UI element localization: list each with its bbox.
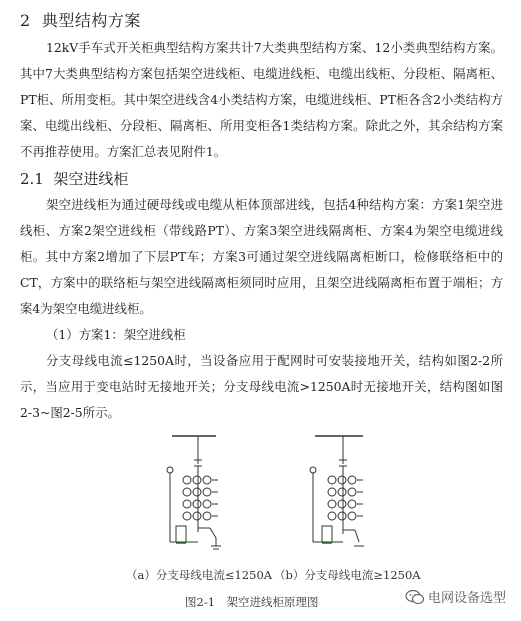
scheme1-title: （1）方案1：架空进线柜 xyxy=(46,327,186,342)
subsection-heading xyxy=(20,168,128,189)
caption-b: （b）分支母线电流≥1250A xyxy=(274,568,421,582)
watermark-text: 电网设备选型 xyxy=(428,591,507,606)
earth-switch xyxy=(210,528,216,538)
overhead-paragraph: 架空进线柜为通过硬母线或电缆从柜体顶部进线，包括4种结构方案：方案1架空进线柜、方案2架空进线柜（带线路PT）、方案3架空进线隔离柜、方案4为架空电缆进线柜。其中方案2增加了下层PT车；方案3可通过架空进线隔离柜断口，检修联络柜中的CT，方案中的联络柜与架空进线隔离柜须同时应用，且架空进线隔离柜布置于端柜；方案4为架空电缆进线柜。 xyxy=(20,197,503,316)
section-title: 典型结构方案 xyxy=(41,11,141,30)
surge-arrester xyxy=(176,526,186,542)
section-number: 2 xyxy=(20,11,31,30)
intro-paragraph: 12kV手车式开关柜典型结构方案共计7大类典型结构方案、12小类典型结构方案。其中7大类典型结构方案包括架空进线柜、电缆进线柜、电缆出线柜、分段柜、隔离柜、PT柜、所用变柜。其中架空进线含4小类结构方案，电缆进线柜、PT柜各含2小类结构方案、电缆出线柜、分段柜、隔离柜、所用变柜各1类结构方案。除此之外，其余结构方案不再推荐使用。方案汇总表见附件1。 xyxy=(20,40,503,159)
indicator-lamp xyxy=(167,467,173,473)
watermark xyxy=(405,587,506,606)
section-heading xyxy=(20,8,141,31)
subsection-number: 2.1 xyxy=(20,170,44,188)
wechat-icon xyxy=(405,589,425,605)
subsection-title: 架空进线柜 xyxy=(53,170,129,188)
diagram-a xyxy=(150,430,250,560)
ct-stack xyxy=(183,476,211,520)
scheme1-paragraph: 分支母线电流≤1250A时，当设备应用于配网时可安装接地开关，结构如图2-2所示，当应用于变电站时无接地开关；分支母线电流>1250A时无接地开关，结构图如图2-3~图2-5所示。 xyxy=(20,353,503,420)
caption-a: （a）分支母线电流≤1250A xyxy=(126,568,273,582)
surge-arrester xyxy=(322,526,332,542)
ct-stack xyxy=(328,476,356,520)
diagram-b xyxy=(295,430,395,560)
figure-title: 图2-1 架空进线柜原理图 xyxy=(185,595,319,609)
indicator-lamp xyxy=(310,467,316,473)
